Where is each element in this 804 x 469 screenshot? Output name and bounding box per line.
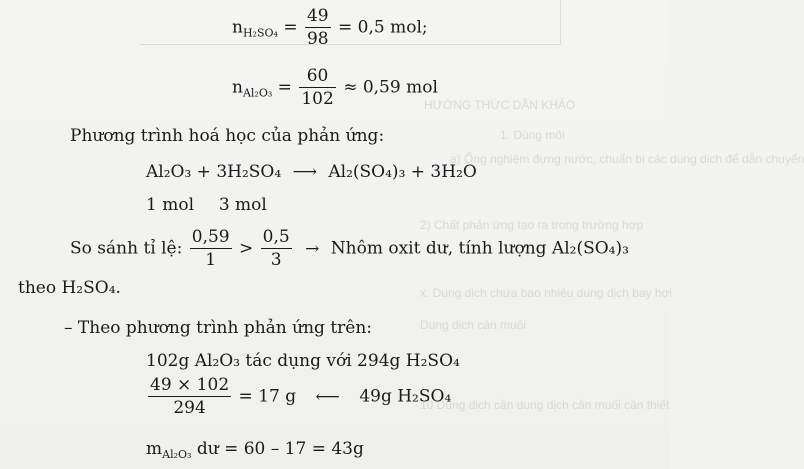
symbol: m [146, 439, 163, 459]
mol-a: 1 mol [146, 195, 195, 215]
denominator: 3 [270, 250, 282, 270]
calc-right: 49g H₂SO₄ [359, 386, 452, 407]
reaction-left: Al₂O₃ + 3H₂SO₄ [146, 162, 282, 182]
calc-line [146, 377, 451, 417]
equals: = [277, 77, 292, 98]
numerator: 0,59 [191, 227, 230, 247]
denominator: 98 [306, 29, 329, 49]
fraction [305, 8, 331, 48]
ghost-text: a) Ống nghiệm đựng nước, chuẩn bị các dung dịch để dẫn chuyển [450, 152, 804, 166]
numerator: 49 [306, 6, 329, 26]
subscript: Al₂O₃ [162, 448, 192, 461]
fraction [299, 68, 335, 108]
reaction-right: Al₂(SO₄)₃ + 3H₂O [328, 162, 477, 182]
equation-n-h2so4 [232, 8, 428, 48]
calc-arrow: ⟵ [315, 386, 340, 407]
symbol: n [232, 17, 243, 38]
excess-line [146, 439, 364, 461]
ghost-text: 1. Dùng môi [500, 128, 565, 142]
reaction-title: Phương trình hoá học của phản ứng: [70, 126, 385, 146]
mol-b: 3 mol [218, 195, 267, 215]
ghost-text: Dung dịch cần muối [420, 318, 527, 332]
result: = 0,5 mol; [338, 17, 428, 38]
numerator: 49 × 102 [150, 375, 230, 395]
numerator: 0,5 [262, 227, 290, 247]
compare-arrow: → [305, 238, 320, 259]
calc-result: = 17 g [238, 386, 297, 407]
numerator: 60 [299, 68, 335, 88]
fraction [148, 377, 231, 417]
reaction-equation [146, 164, 477, 181]
subscript: H₂SO₄ [242, 26, 278, 40]
mol-ratio [146, 197, 267, 214]
ghost-text: 2) Chất phản ứng tạo ra trong trường hợp [420, 218, 644, 232]
bullet-line: – Theo phương trình phản ứng trên: [64, 318, 373, 338]
subscript: Al₂O₃ [242, 86, 273, 100]
fraction-2 [261, 229, 292, 269]
greater-than: > [239, 238, 254, 259]
reaction-mass-line: 102g Al₂O₃ tác dụng với 294g H₂SO₄ [146, 351, 460, 371]
ghost-text: x. Dung dịch chứa bao nhiêu dung dịch bay hơi [420, 286, 673, 300]
theo-line: theo H₂SO₄. [18, 278, 121, 298]
compare-prefix: So sánh tỉ lệ: [70, 238, 183, 259]
compare-line [70, 229, 629, 269]
ghost-text: HƯỚNG THỨC DẦN KHẢO [424, 98, 576, 112]
denominator: 294 [173, 398, 206, 418]
result: ≈ 0,59 mol [343, 77, 438, 98]
ghost-text: 10 Dung dịch cần dung dịch cần muối cần thiết [420, 398, 670, 412]
fraction-1 [190, 229, 232, 269]
excess-text: dư = 60 – 17 = 43g [196, 439, 364, 459]
compare-suffix: Nhôm oxit dư, tính lượng Al₂(SO₄)₃ [330, 238, 629, 259]
symbol: n [232, 77, 243, 98]
equation-n-al2o3 [232, 68, 438, 108]
reaction-arrow: ⟶ [292, 162, 317, 182]
denominator: 1 [205, 250, 217, 270]
equals: = [283, 17, 298, 38]
denominator: 102 [301, 89, 334, 109]
